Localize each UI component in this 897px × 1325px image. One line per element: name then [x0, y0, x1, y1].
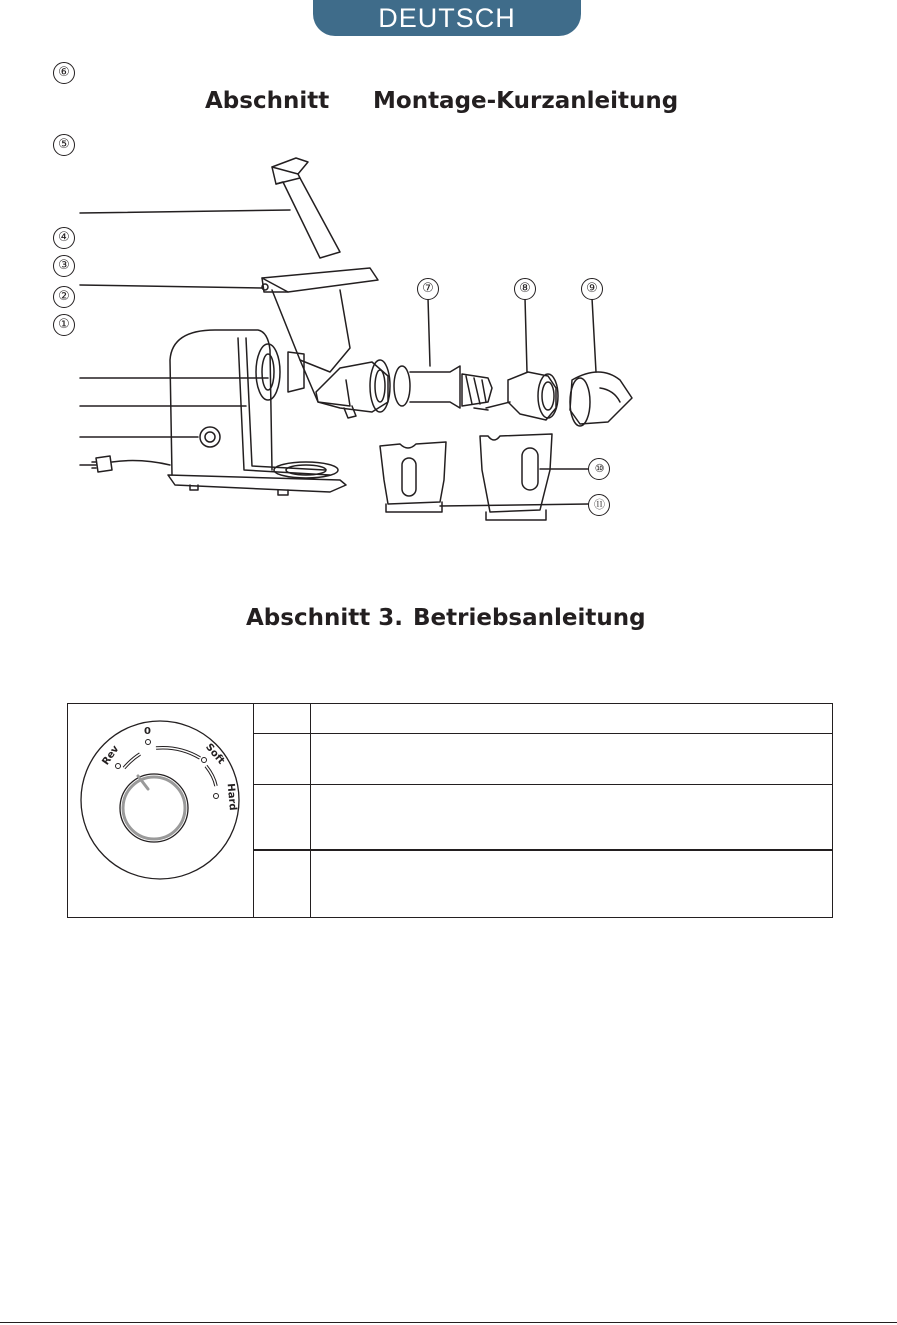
leader-11 — [440, 504, 588, 506]
power-cord — [92, 456, 170, 472]
section-3-title: Betriebsanleitung — [413, 605, 646, 631]
row-divider — [253, 733, 832, 734]
page-bottom-rule — [0, 1322, 897, 1323]
end-cap — [570, 372, 632, 426]
row-divider — [253, 784, 832, 785]
leader-5 — [80, 285, 262, 288]
leader-9 — [592, 298, 596, 372]
callout-8: ⑧ — [514, 278, 536, 300]
speed-knob-diagram — [68, 704, 253, 917]
feed-chute — [272, 158, 340, 258]
callout-2: ② — [53, 286, 75, 308]
callout-4: ④ — [53, 227, 75, 249]
callout-1: ① — [53, 314, 75, 336]
strainer — [486, 372, 558, 420]
hopper — [262, 268, 378, 406]
callout-3: ③ — [53, 255, 75, 277]
pulp-cup — [380, 442, 446, 512]
assembly-diagram — [0, 140, 897, 540]
callout-5: ⑤ — [53, 134, 75, 156]
leader-6 — [80, 210, 290, 213]
callout-11: ⑪ — [588, 494, 610, 516]
callout-10: ⑩ — [588, 458, 610, 480]
control-table — [67, 703, 833, 918]
leader-8 — [525, 298, 527, 372]
language-tab: DEUTSCH — [313, 0, 581, 36]
juicing-drum — [316, 360, 390, 418]
callout-9: ⑨ — [581, 278, 603, 300]
callout-6: ⑥ — [53, 62, 75, 84]
callout-7: ⑦ — [417, 278, 439, 300]
section-2-prefix: Abschnitt — [205, 88, 330, 114]
knob-label-soft: Soft — [203, 741, 227, 767]
row-divider — [253, 849, 832, 851]
juice-cup — [480, 434, 552, 520]
number-column — [253, 704, 311, 917]
auger — [394, 366, 492, 410]
leader-7 — [428, 298, 430, 366]
section-2-title: Montage-Kurzanleitung — [373, 88, 679, 114]
knob-label-hard: Hard — [224, 782, 238, 812]
knob-label-off: 0 — [144, 726, 151, 737]
knob-cell — [68, 704, 254, 917]
section-3-prefix: Abschnitt 3. — [246, 605, 403, 631]
knob-label-rev: Rev — [100, 743, 122, 768]
motor-base — [168, 330, 346, 495]
